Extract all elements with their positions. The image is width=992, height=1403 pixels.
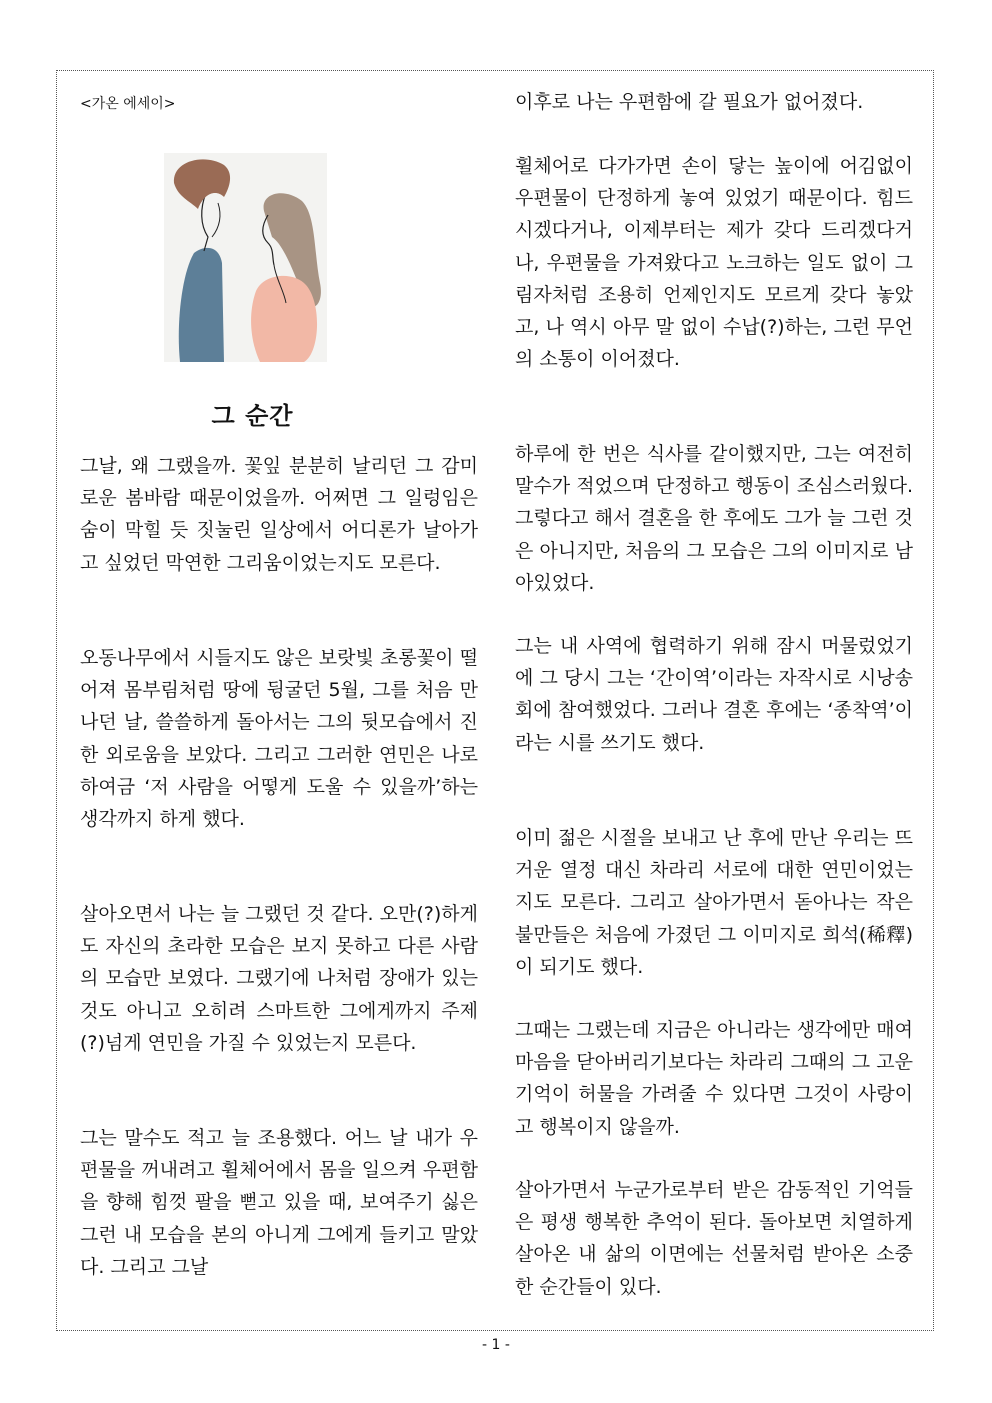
left-paragraph-4: 그는 말수도 적고 늘 조용했다. 어느 날 내가 우편물을 꺼내려고 휠체어에서 몸을 일으켜 우편함을 향해 힘껏 팔을 뻗고 있을 때, 보여주기 싫은 그런 내 모습을 본의 아니게 그에게 들키고 말았다. 그리고 그날 bbox=[80, 1127, 478, 1278]
page-number: - 1 - bbox=[482, 1337, 510, 1353]
right-paragraph-6: 그때는 그랬는데 지금은 아니라는 생각에만 매여 마음을 닫아버리기보다는 차라리 그때의 그 고운 기억이 허물을 가려줄 수 있다면 그것이 사랑이고 행복이지 않을까. bbox=[515, 1019, 913, 1138]
right-paragraph-4: 그는 내 사역에 협력하기 위해 잠시 머물렀었기에 그 당시 그는 ‘간이역’이라는 자작시로 시낭송회에 참여했었다. 그러나 결혼 후에는 ‘종착역’이라는 시를 쓰기도 했다. bbox=[515, 635, 913, 754]
essay-title: 그 순간 bbox=[211, 402, 294, 430]
right-paragraph-7: 살아가면서 누군가로부터 받은 감동적인 기억들은 평생 행복한 추억이 된다. 돌아보면 치열하게 살아온 내 삶의 이면에는 선물처럼 받아온 소중한 순간들이 있다. bbox=[515, 1179, 913, 1298]
right-paragraph-3: 하루에 한 번은 식사를 같이했지만, 그는 여전히 말수가 적었으며 단정하고 행동이 조심스러웠다. 그렇다고 해서 결혼을 한 후에도 그가 늘 그런 것은 아니지만, 처음의 그 모습은 그의 이미지로 남아있었다. bbox=[515, 443, 913, 594]
right-paragraph-5: 이미 젊은 시절을 보내고 난 후에 만난 우리는 뜨거운 열정 대신 차라리 서로에 대한 연민이었는지도 모른다. 그리고 살아가면서 돋아나는 작은 불만들은 처음에 가졌던 그 이미지로 희석(稀釋)이 되기도 했다. bbox=[515, 827, 913, 978]
right-paragraph-2: 휠체어로 다가가면 손이 닿는 높이에 어김없이 우편물이 단정하게 놓여 있었기 때문이다. 힘드시겠다거나, 이제부터는 제가 갖다 드리겠다거나, 우편물을 가져왔다고 노크하는 일도 없이 그림자처럼 조용히 언제인지도 모르게 갖다 놓았고, 나 역시 아무 말 없이 수납(?)하는, 그런 무언의 소통이 이어졌다. bbox=[515, 155, 913, 371]
left-paragraph-2: 오동나무에서 시들지도 않은 보랏빛 초롱꽃이 떨어져 몸부림처럼 땅에 뒹굴던 5월, 그를 처음 만나던 날, 쓸쓸하게 돌아서는 그의 뒷모습에서 진한 외로움을 보았다. 그리고 그러한 연민은 나로 하여금 ‘저 사람을 어떻게 도울 수 있을까’하는 생각까지 하게 했다. bbox=[80, 647, 478, 831]
couple-illustration bbox=[164, 153, 327, 362]
right-paragraph-1: 이후로 나는 우편함에 갈 필요가 없어졌다. bbox=[515, 91, 864, 113]
essay-tag: <가온 에세이> bbox=[80, 96, 176, 112]
left-paragraph-1: 그날, 왜 그랬을까. 꽃잎 분분히 날리던 그 감미로운 봄바람 때문이었을까. 어쩌면 그 일렁임은 숨이 막힐 듯 짓눌린 일상에서 어디론가 날아가고 싶었던 막연한 그리움이었는지도 모른다. bbox=[80, 455, 478, 574]
left-paragraph-3: 살아오면서 나는 늘 그랬던 것 같다. 오만(?)하게도 자신의 초라한 모습은 보지 못하고 다른 사람의 모습만 보였다. 그랬기에 나처럼 장애가 있는 것도 아니고 오히려 스마트한 그에게까지 주제(?)넘게 연민을 가질 수 있었는지 모른다. bbox=[80, 903, 478, 1054]
